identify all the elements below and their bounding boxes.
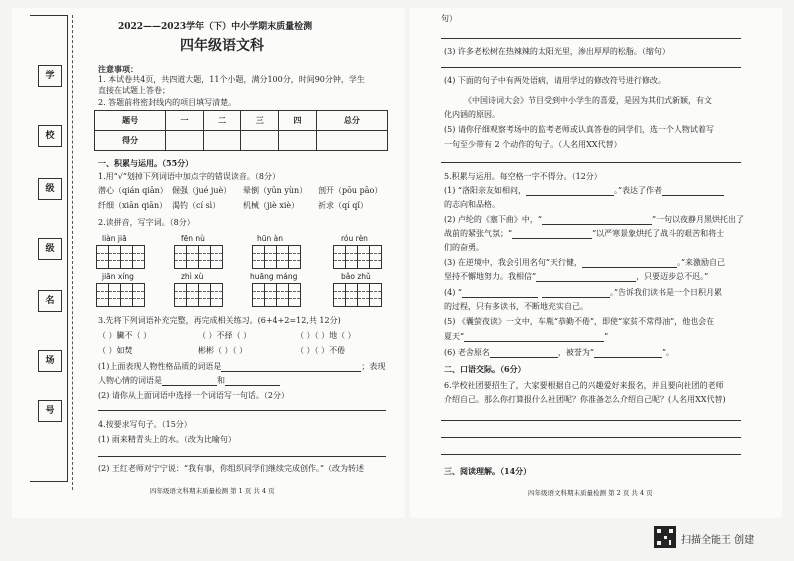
page-footer: 四年级语文科期末质量检测 第 1 页 共 4 页 (150, 487, 275, 495)
binding-label: 学 (38, 65, 62, 87)
q5-6 (444, 348, 674, 358)
note-1b: 直接在试题上答卷； (98, 86, 170, 95)
answer-blank[interactable] (462, 297, 538, 298)
q3-part-2: (2) 请你从上面词语中选择一个词语写一句话。（2分） (98, 391, 289, 400)
pinyin-label: huāng máng (250, 272, 298, 281)
score-header: 题号 (95, 111, 166, 131)
answer-line[interactable] (441, 454, 741, 455)
binding-label: 场 (38, 350, 62, 372)
answer-blank[interactable] (225, 385, 280, 386)
page-title: 四年级语文科 (180, 38, 264, 54)
q5-2-cont (444, 229, 724, 239)
q4-part-5-cont: 一句至少带有 2 个动作的句子。（人名用XX代替） (444, 140, 622, 149)
q3-idiom: （ ）不择（ ） (198, 331, 252, 340)
score-cell[interactable] (241, 131, 279, 151)
q3-part-1-text2: 人物心情的词语是 (98, 376, 162, 385)
q5-3-cont (444, 272, 708, 282)
question-6-cont: 介绍自己。那么你打算报什么社团呢？你准备怎么介绍自己呢？(人名用XX代替) (444, 395, 726, 404)
score-cell[interactable] (279, 131, 317, 151)
answer-blank[interactable] (490, 357, 558, 358)
q5-3-suffix: 。”来激励自己 (676, 258, 726, 267)
score-row-label: 得分 (95, 131, 166, 151)
answer-line[interactable] (441, 437, 741, 438)
answer-blank[interactable] (662, 195, 724, 196)
q3-idiom: （ ）臟不（ ） (98, 331, 152, 340)
q1-item: 倔强（jué juè） (172, 186, 232, 195)
q4-part-3: (3) 许多老松树在热辣辣的太阳光里，渗出厚厚的松脂。（缩句） (444, 47, 670, 56)
question-4: 4.按要求写句子。（15分） (98, 420, 192, 429)
answer-line[interactable] (441, 38, 741, 39)
score-cell[interactable] (166, 131, 204, 151)
answer-blank[interactable] (464, 341, 604, 342)
q5-2-end: 们的奋勇。 (444, 243, 484, 252)
question-6: 6.学校社团要招生了，大家要根据自己的兴趣爱好来报名，并且要向社团的老师 (444, 381, 724, 390)
answer-blank[interactable] (221, 371, 291, 372)
q4-part-4: (4) 下面的句子中有两处语病，请用学过的修改符号进行修改。 (444, 76, 666, 85)
section-2-title: 二、口语交际。（6分） (444, 364, 526, 374)
writing-grid[interactable] (96, 283, 144, 307)
writing-grid[interactable] (174, 245, 222, 269)
exam-header: 2022——2023学年（下）中小学期末质量检测 (118, 22, 313, 32)
q5-1-suffix: 。”表达了作者 (613, 186, 663, 195)
answer-blank[interactable] (542, 224, 652, 225)
q1-item: 机械（jiè xiè） (243, 201, 300, 210)
q4-part-1: (1) 雨来精青头上的水。（改为比喻句） (98, 435, 236, 444)
q5-5-suffix: ” (604, 332, 609, 341)
question-5: 5.积累与运用。每空格一字不得分。（12分） (444, 172, 602, 181)
q1-item: 渴钓（cí sì） (172, 201, 221, 210)
q1-item: 祈求（qí qǐ） (318, 201, 368, 210)
q5-2-suffix2: ”以严寒景象烘托了战斗的艰苦和将士 (592, 229, 725, 238)
writing-grid[interactable] (333, 245, 381, 269)
q5-1-text: (1) “洛阳亲友如相问， (444, 186, 526, 195)
q5-5: (5) 《囊萤夜读》一文中，车胤“恭勤不倦”，即使“家贫不常得油”，他也会在 (444, 317, 715, 326)
q5-5-text2: 夏天“ (444, 332, 465, 341)
score-header: 一 (166, 111, 204, 131)
seal-line (72, 15, 73, 490)
answer-blank[interactable] (512, 238, 592, 239)
binding-label: 级 (38, 238, 62, 260)
binding-label: 级 (38, 178, 62, 200)
q5-2 (444, 215, 744, 225)
q3-idiom: （ ）（ ）地（ ） (296, 331, 356, 340)
score-cell[interactable] (203, 131, 241, 151)
question-1: 1.用“√”划掉下列词语中加点字的错误读音。（8分） (98, 172, 280, 181)
answer-line[interactable] (441, 67, 741, 68)
q1-item: 晕倒（yūn yùn） (243, 186, 308, 195)
q1-item: 潜心（qián qiān） (98, 186, 168, 195)
writing-grid[interactable] (96, 245, 144, 269)
q3-idiom: （ ）（ ）不倦 (296, 346, 346, 355)
binding-label: 校 (38, 125, 62, 147)
pinyin-label: liàn jiā (102, 234, 127, 243)
q5-2-text2: 战前的紧张气氛；“ (444, 229, 513, 238)
score-table (94, 110, 388, 151)
writing-grid[interactable] (252, 283, 300, 307)
q3-part-1-cont (98, 376, 280, 386)
q1-item: 剖开（pōu pāo） (318, 186, 383, 195)
q5-3-suffix2: ，只要迈步总不迟。” (636, 272, 709, 281)
answer-line[interactable] (441, 420, 741, 421)
q4-part-4-sentence: 《中国诗词大会》节目受到中小学生的喜爱，是因为其们式新颖，有文 (464, 96, 712, 105)
score-header: 总分 (316, 111, 387, 131)
section-3-title: 三、阅读理解。（14分） (444, 466, 532, 476)
q3-and: 和 (217, 376, 225, 385)
note-2: 2. 答题前将密封线内的项目填写清楚。 (98, 98, 237, 107)
q5-4-suffix: 。”告诉我们读书是一个日积月累 (609, 288, 723, 297)
pinyin-label: róu rèn (341, 234, 368, 243)
q5-1-cont: 的志向和品格。 (444, 200, 500, 209)
q5-3-text: (3) 在逆境中，我会引用名句“天行健， (444, 258, 582, 267)
q5-2-suffix: ”一句以夜静月黑烘托出了 (651, 215, 745, 224)
notes-title: 注意事项： (98, 64, 138, 74)
q5-6-text: (6) 老舍原名 (444, 348, 490, 357)
q5-4 (444, 288, 722, 298)
pinyin-label: bǎo zhǔ (341, 272, 371, 281)
answer-line[interactable] (441, 162, 741, 163)
score-cell[interactable] (316, 131, 387, 151)
q5-2-text: (2) 卢纶的《塞下曲》中，“ (444, 215, 542, 224)
score-header: 三 (241, 111, 279, 131)
scanner-watermark: 扫描全能王 创建 (681, 535, 755, 546)
question-2: 2.读拼音，写字词。（8分） (98, 218, 195, 227)
note-1: 1. 本试卷共4页，共四道大题，11个小题，满分100分，时间90分钟，学生 (98, 75, 365, 84)
q5-3 (444, 258, 725, 268)
pinyin-label: zhì xù (181, 272, 204, 281)
q3-part-1-text: (1)上面表现人物性格品质的词语是 (98, 362, 222, 371)
score-header: 四 (279, 111, 317, 131)
q4-part-2: (2) 王红老师对宁宁说：“我有事，你组织同学们继续完成创作。”（改为转述 (98, 464, 365, 473)
q5-5-cont (444, 332, 608, 342)
page-footer: 四年级语文科期末质量检测 第 2 页 共 4 页 (528, 489, 653, 497)
answer-blank[interactable] (291, 371, 361, 372)
pinyin-label: jiān xíng (102, 272, 134, 281)
question-3: 3.先将下列词语补充完整，再完成相关练习。(6+4+2=12,共 12分) (98, 316, 341, 325)
q3-idiom: 彬彬（ ）（ ） (198, 346, 248, 355)
q3-part-1-suffix: ；表现 (361, 362, 386, 371)
q5-4-cont: 的过程，只有多读书，不断地充实自己。 (444, 302, 588, 311)
q1-item: 纤细（xiān qiān） (98, 201, 168, 210)
q5-4-text: (4) “ (444, 288, 462, 297)
q4-part-4-sentence-cont: 化内涵的原因。 (444, 110, 500, 119)
q4-part-5: (5) 请你仔细观察考场中的监考老师或认真答卷的同学们，选一个人物试着写 (444, 125, 714, 134)
answer-blank[interactable] (582, 267, 677, 268)
answer-line[interactable] (98, 456, 386, 457)
score-header: 二 (203, 111, 241, 131)
answer-blank[interactable] (162, 385, 217, 386)
answer-line[interactable] (98, 410, 386, 411)
section-1-title: 一、积累与运用。（55分） (98, 158, 194, 168)
q5-3-text2: 坚持不懈地努力。我相信“ (444, 272, 537, 281)
q3-part-1 (98, 362, 385, 372)
writing-grid[interactable] (333, 283, 381, 307)
q5-1 (444, 186, 724, 196)
writing-grid[interactable] (252, 245, 300, 269)
answer-blank[interactable] (536, 281, 636, 282)
q3-idiom: （ ）如焚 (98, 346, 133, 355)
qr-code-icon (654, 526, 676, 548)
pinyin-label: hūn àn (257, 234, 283, 243)
writing-grid[interactable] (174, 283, 222, 307)
binding-label: 名 (38, 290, 62, 312)
q5-6-mid: ，被誉为“ (557, 348, 594, 357)
pinyin-label: fēn nù (181, 234, 205, 243)
q5-6-end: ”。 (661, 348, 675, 357)
binding-label: 号 (38, 400, 62, 422)
q4-cont: 句） (441, 14, 457, 23)
answer-blank[interactable] (526, 195, 614, 196)
answer-blank[interactable] (542, 297, 610, 298)
answer-blank[interactable] (594, 357, 662, 358)
